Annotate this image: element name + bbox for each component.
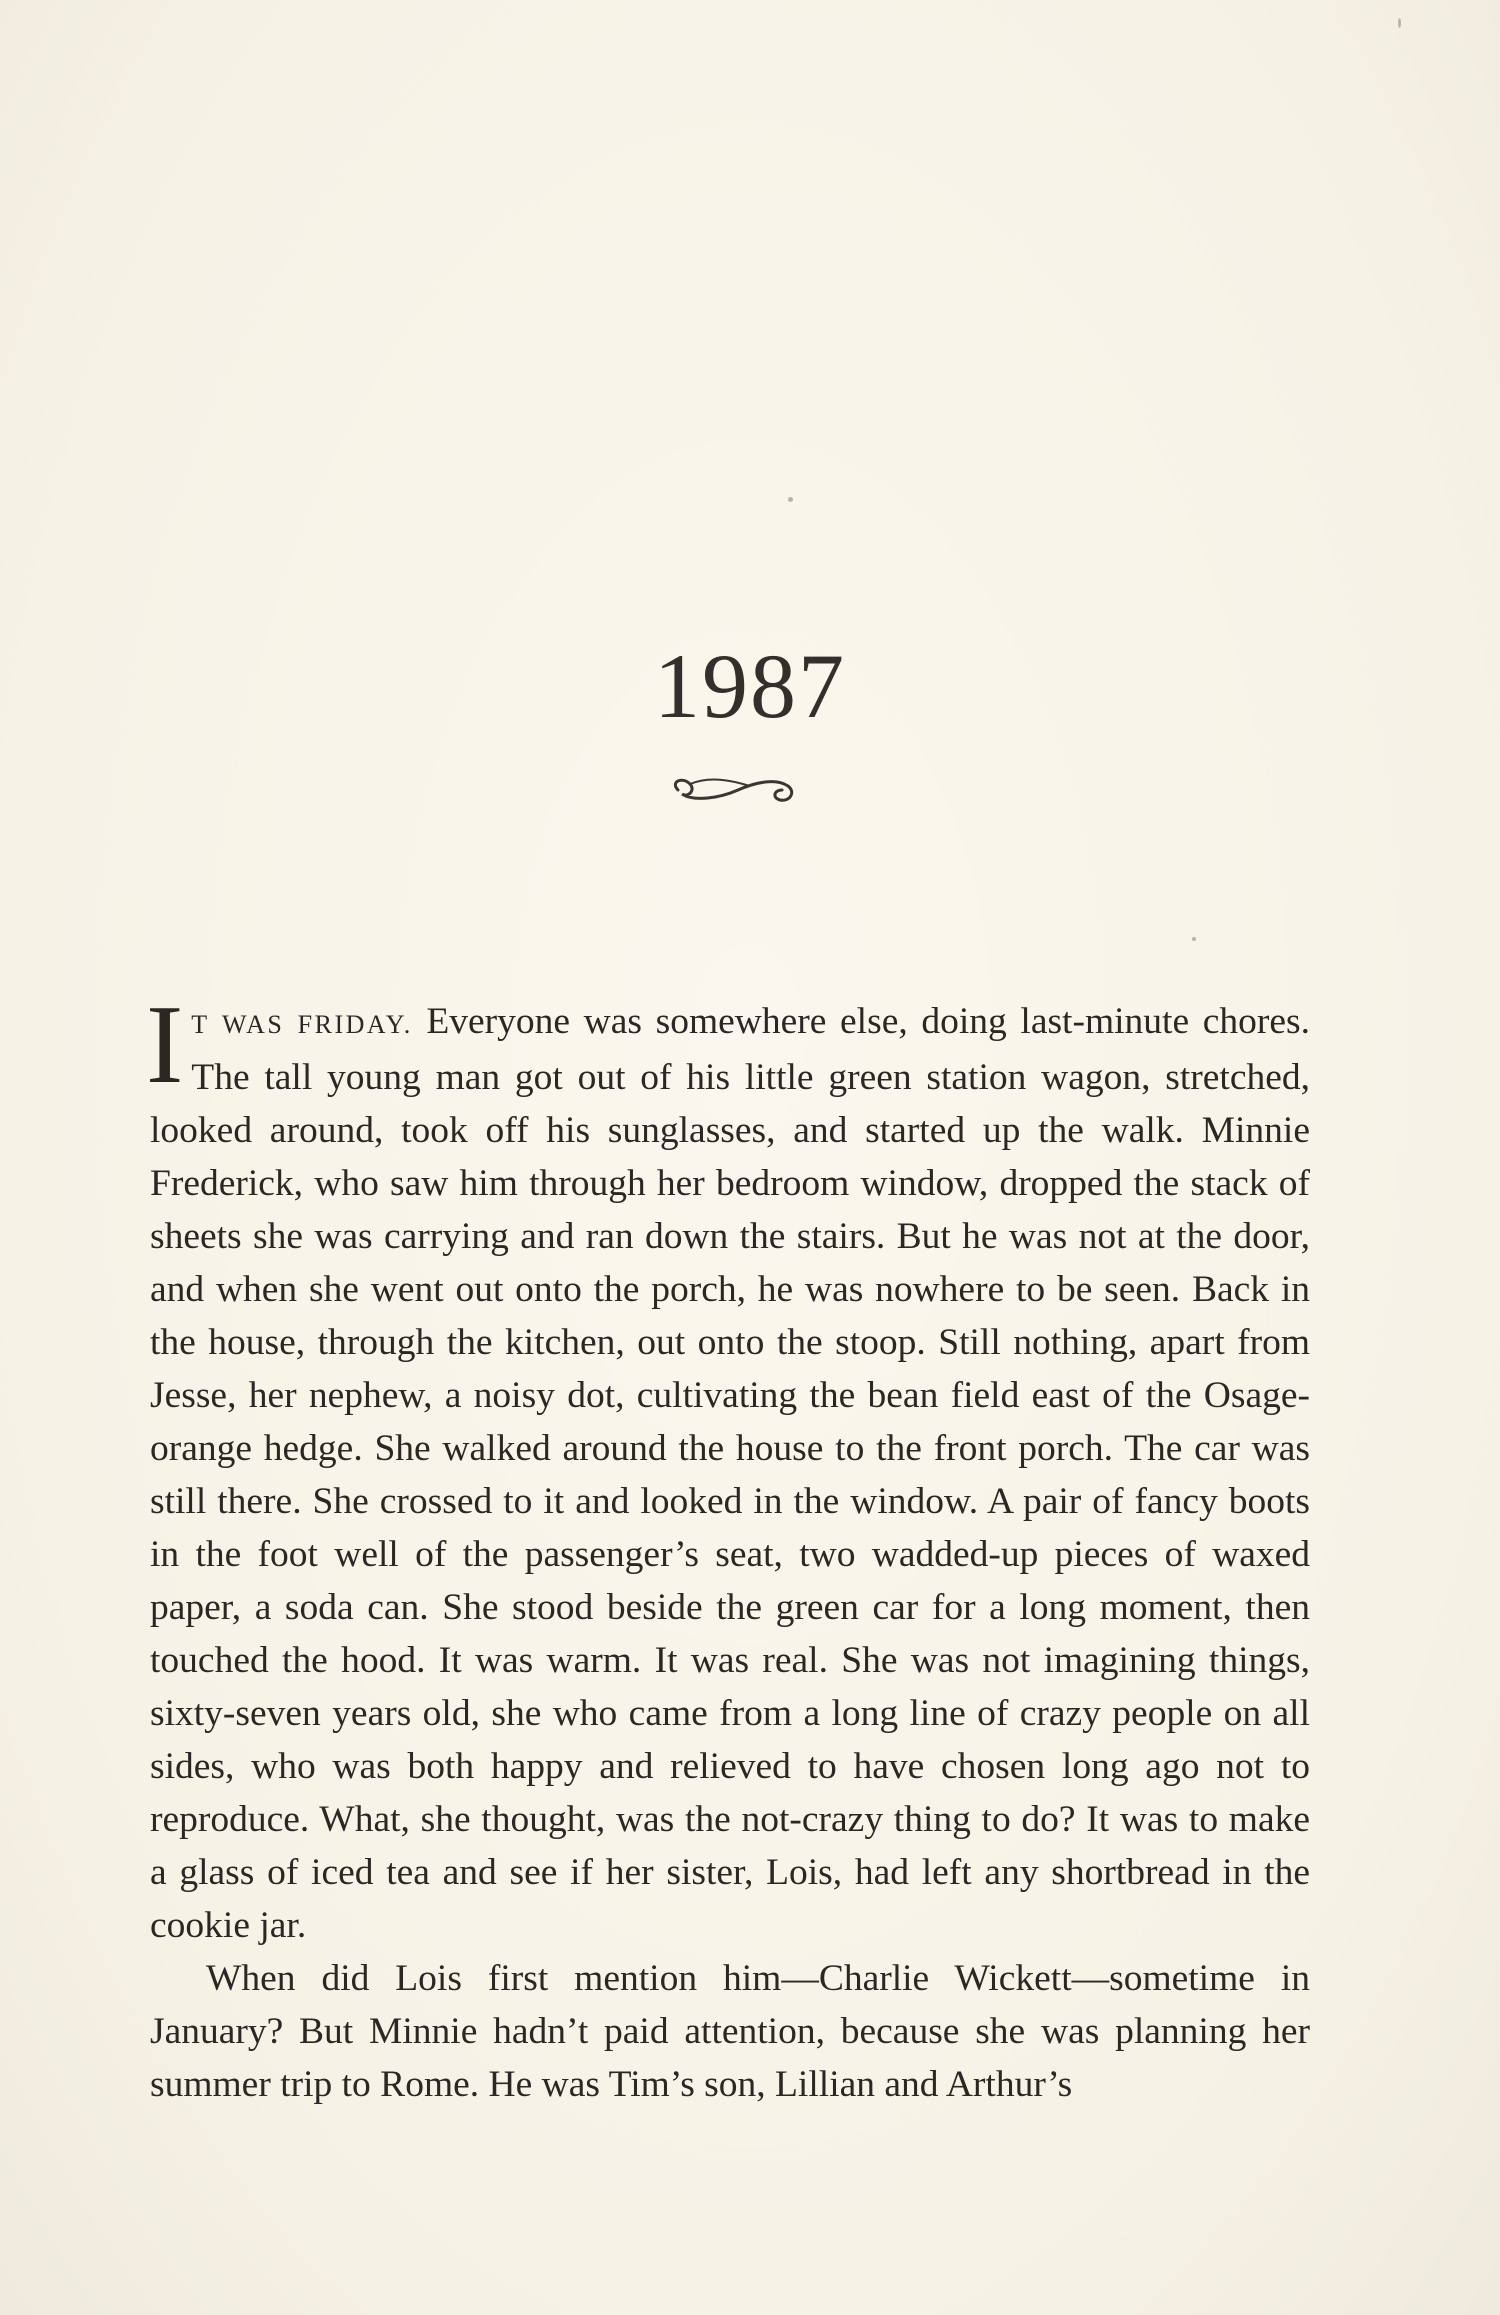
paper-speck <box>1192 937 1196 941</box>
paragraph-second: When did Lois first mention him—Charlie Wickett—sometime in January? But Minnie hadn’t paid attention, because she was planning her summer trip to Rome. He was Tim’s son, Lillian and Arthur’s <box>150 1958 1310 2105</box>
paper-speck <box>1398 18 1401 28</box>
body-text <box>146 983 1310 2111</box>
paper-speck <box>788 497 793 502</box>
opening-small-caps: T WAS FRIDAY. <box>191 1010 413 1039</box>
paragraph-opening-text: Everyone was somewhere else, doing last-minute chores. The tall young man got out of his little green station wagon, stretched, looked around, took off his sunglasses, and started up the walk. Minnie Frederick, who saw him through her bedroom window, dropped the stack of sheets she was carrying and ran down the stairs. But he was not at the door, and when she went out onto the porch, he was nowhere to be seen. Back in the house, through the kitchen, out onto the stoop. Still nothing, apart from Jesse, her nephew, a noisy dot, cultivating the bean field east of the Osage-orange hedge. She walked around the house to the front porch. The car was still there. She crossed to it and looked in the window. A pair of fancy boots in the foot well of the passenger’s seat, two wadded-up pieces of waxed paper, a soda can. She stood beside the green car for a long moment, then touched the hood. It was warm. It was real. She was not imagining things, sixty-seven years old, she who came from a long line of crazy people on all sides, who was both happy and relieved to have chosen long ago not to reproduce. What, she thought, was the not-crazy thing to do? It was to make a glass of iced tea and see if her sister, Lois, had left any shortbread in the cookie jar. <box>150 1001 1310 1946</box>
drop-cap: I <box>146 983 184 1107</box>
flourish-ornament-icon <box>660 768 810 812</box>
paragraph-opening <box>146 983 1310 1952</box>
chapter-title: 1987 <box>654 635 846 737</box>
